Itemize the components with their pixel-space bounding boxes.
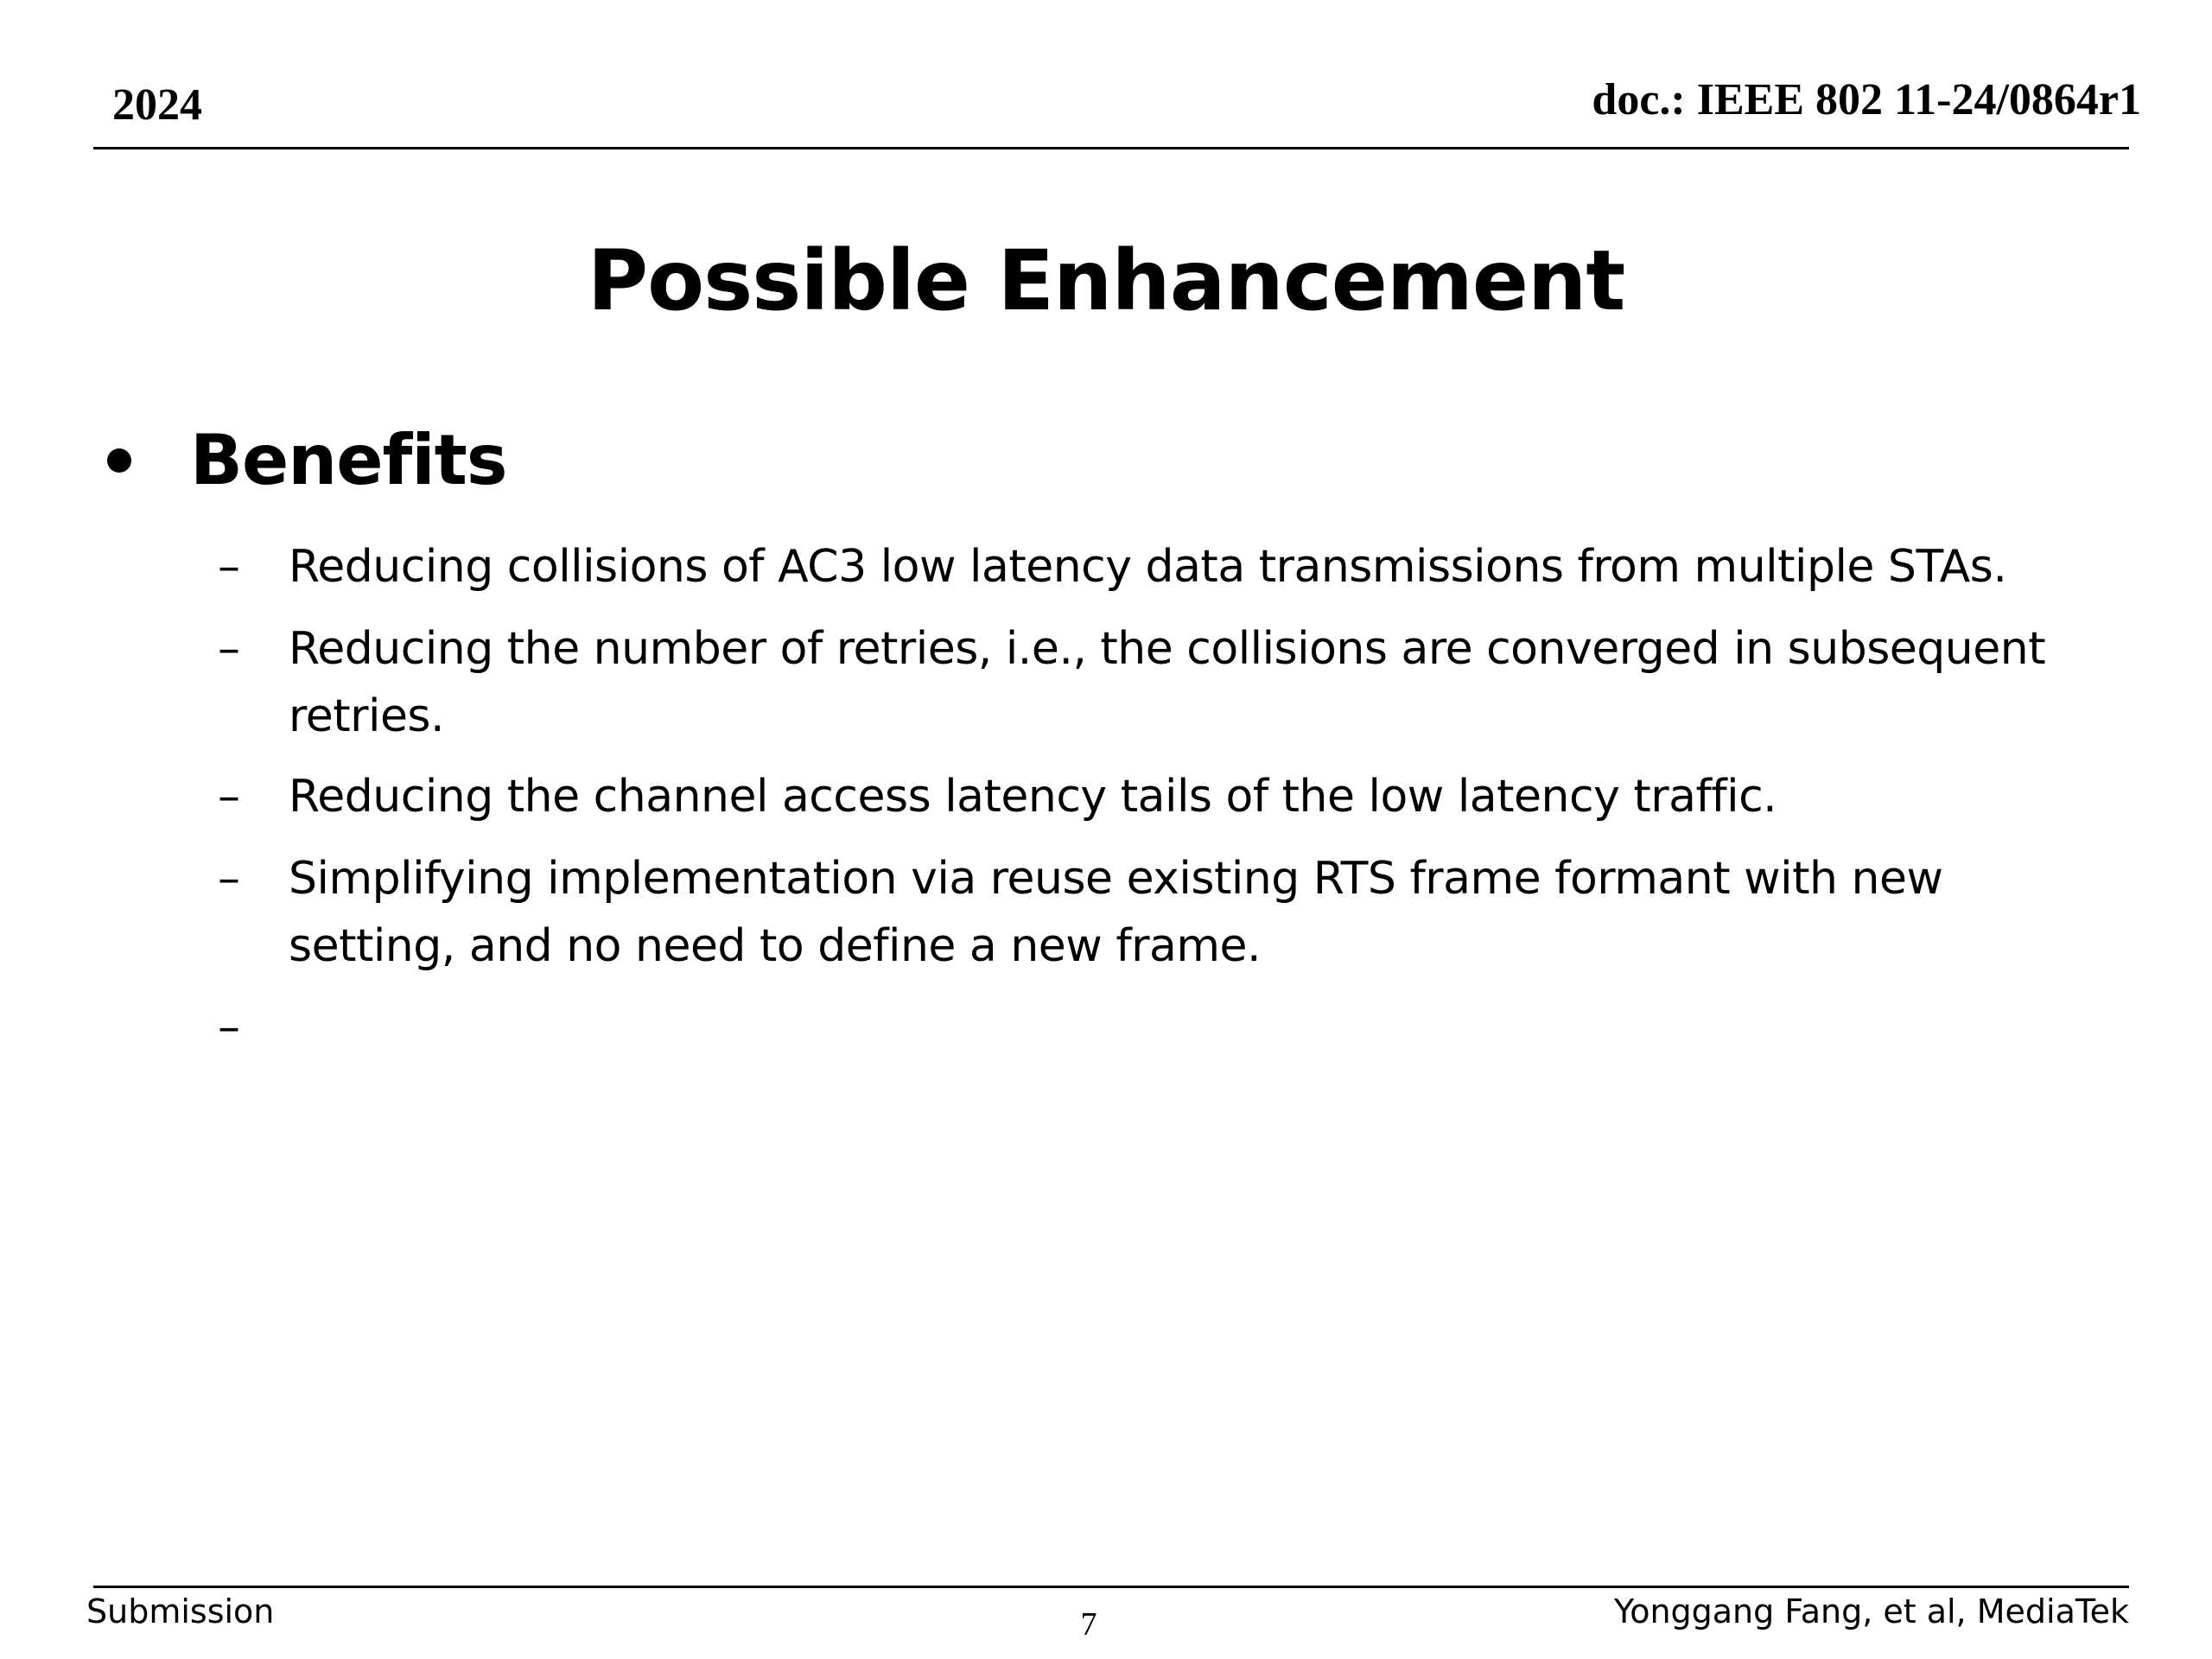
dash-marker: – (218, 1001, 240, 1053)
footer-submission: Submission (86, 1592, 275, 1630)
bullet-label: Benefits (190, 420, 507, 500)
list-item-text: Reducing collisions of AC3 low latency data transmissions from multiple STAs. (289, 541, 2007, 593)
bullet-dot-icon (107, 448, 131, 473)
dash-marker: – (218, 623, 240, 675)
list-item (218, 533, 2119, 601)
list-item (218, 994, 2119, 1061)
page-number: 7 (1080, 1606, 1097, 1643)
footer-authors: Yonggang Fang, et al, MediaTek (1614, 1592, 2129, 1630)
dash-marker: – (218, 541, 240, 593)
list-item-text: Reducing the channel access latency tails of the low latency traffic. (289, 771, 1777, 823)
slide-title: Possible Enhancement (587, 232, 1625, 329)
header-divider (93, 147, 2129, 149)
list-item-text: Reducing the number of retries, i.e., the collisions are converged in subsequent retries. (289, 623, 2046, 742)
list-item (218, 845, 2119, 980)
header-doc-id: doc.: IEEE 802 11-24/0864r1 (1592, 75, 2141, 124)
list-item-text (289, 994, 2119, 1061)
header-year: 2024 (112, 80, 202, 130)
list-item-text: Simplifying implementation via reuse existing RTS frame formant with new setting, and no need to define a new frame. (289, 853, 1943, 972)
footer-divider (93, 1586, 2129, 1588)
dash-marker: – (218, 771, 240, 823)
bullet-benefits (107, 413, 507, 508)
list-item (218, 763, 2119, 830)
list-item (218, 615, 2119, 750)
dash-marker: – (218, 853, 240, 905)
